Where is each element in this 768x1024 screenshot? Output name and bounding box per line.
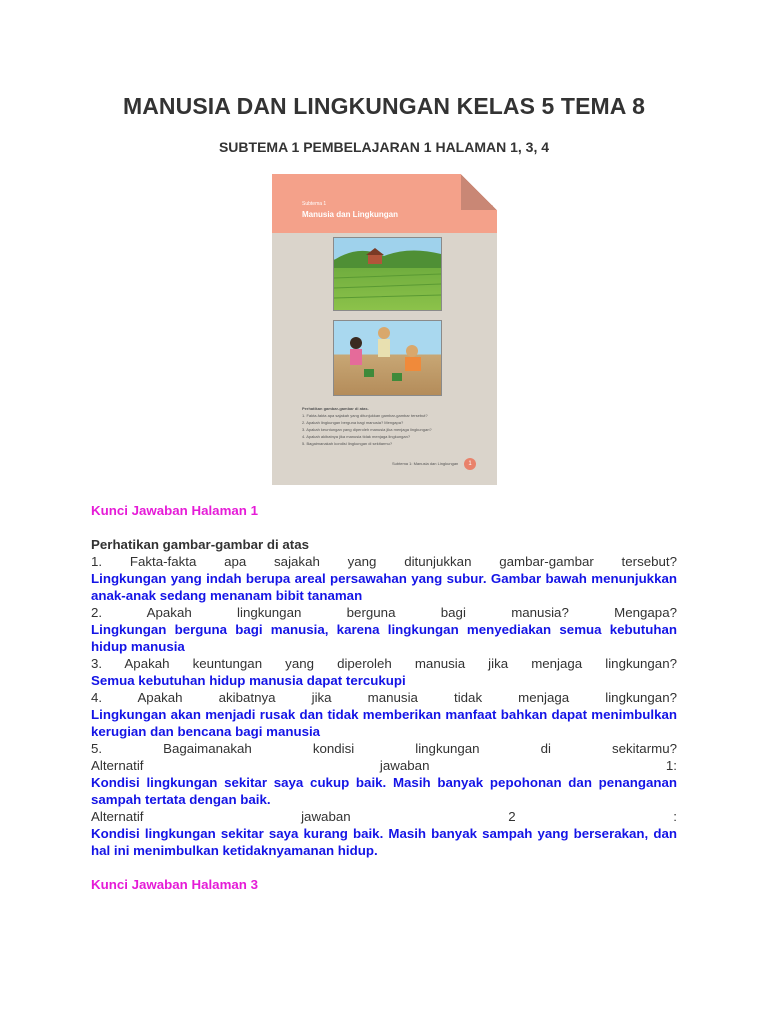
answer-2: Lingkungan berguna bagi manusia, karena lingkungan menyediakan semua kebutuhan hidup manusia bbox=[91, 622, 677, 654]
alternative-1-answer: Kondisi lingkungan sekitar saya cukup baik. Masih banyak pepohonan dan penanganan sampah tertata dengan baik. bbox=[91, 775, 677, 807]
answer-4: Lingkungan akan menjadi rusak dan tidak memberikan manfaat bahkan dapat menimbulkan kerugian dan bencana bagi manusia bbox=[91, 707, 677, 739]
cover-footer: Subtema 1: Manusia dan Lingkungan bbox=[392, 461, 459, 466]
cover-page-number: 1 bbox=[464, 458, 476, 470]
instruction-text: Perhatikan gambar-gambar di atas bbox=[91, 537, 309, 552]
cover-instruction: Perhatikan gambar-gambar di atas. bbox=[302, 406, 369, 411]
rice-field-illustration bbox=[333, 237, 442, 311]
answer-3: Semua kebutuhan hidup manusia dapat tercukupi bbox=[91, 673, 406, 688]
question-5: 5. Bagaimanakah kondisi lingkungan di sekitarmu? bbox=[91, 741, 677, 756]
book-cover-image bbox=[272, 174, 497, 485]
alternative-1-label: Alternatif jawaban 1: bbox=[91, 758, 677, 773]
children-planting-illustration bbox=[333, 320, 442, 396]
alternative-2-label: Alternatif jawaban 2 : bbox=[91, 809, 677, 824]
cover-subtema: Subtema 1 bbox=[302, 201, 327, 207]
question-3: 3. Apakah keuntungan yang diperoleh manusia jika menjaga lingkungan? bbox=[91, 656, 677, 671]
answer-1: Lingkungan yang indah berupa areal persawahan yang subur. Gambar bawah menunjukkan anak-anak sedang menanam bibit tanaman bbox=[91, 571, 677, 603]
answer-content bbox=[91, 502, 677, 893]
question-4: 4. Apakah akibatnya jika manusia tidak menjaga lingkungan? bbox=[91, 690, 677, 705]
cover-question: 3. Apakah keuntungan yang diperoleh manusia jika menjaga lingkungan? bbox=[302, 427, 432, 432]
section-heading: Kunci Jawaban Halaman 1 bbox=[91, 503, 259, 518]
question-1: 1. Fakta-fakta apa sajakah yang ditunjukkan gambar-gambar tersebut? bbox=[91, 554, 677, 569]
cover-question: 2. Apakah lingkungan berguna bagi manusia? Mengapa? bbox=[302, 420, 404, 425]
cover-question: 1. Fakta-fakta apa sajakah yang ditunjukkan gambar-gambar tersebut? bbox=[302, 413, 428, 418]
section-heading-2: Kunci Jawaban Halaman 3 bbox=[91, 877, 259, 892]
page-subtitle: SUBTEMA 1 PEMBELAJARAN 1 HALAMAN 1, 3, 4 bbox=[218, 139, 550, 155]
question-2: 2. Apakah lingkungan berguna bagi manusia? Mengapa? bbox=[91, 605, 677, 620]
cover-page-fold bbox=[461, 174, 497, 210]
cover-question: 5. Bagaimanakah kondisi lingkungan di sekitarmu? bbox=[302, 441, 393, 446]
cover-heading: Manusia dan Lingkungan bbox=[302, 210, 399, 219]
cover-question: 4. Apakah akibatnya jika manusia tidak menjaga lingkungan? bbox=[302, 434, 411, 439]
alternative-2-answer: Kondisi lingkungan sekitar saya kurang baik. Masih banyak sampah yang berserakan, dan hal ini menimbulkan ketidaknyamanan hidup. bbox=[91, 826, 677, 858]
page-title: MANUSIA DAN LINGKUNGAN KELAS 5 TEMA 8 bbox=[122, 93, 646, 119]
cover-questions bbox=[302, 405, 472, 447]
